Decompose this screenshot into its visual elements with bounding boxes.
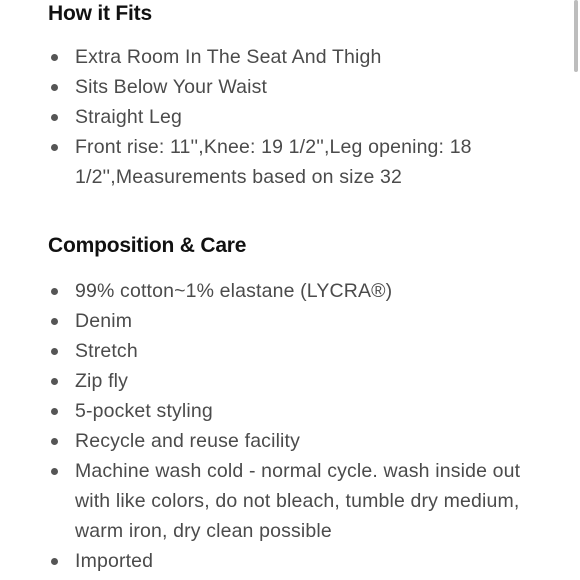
list-item xyxy=(48,72,548,102)
list-item xyxy=(48,42,548,72)
bullet-icon xyxy=(51,144,58,151)
scrollbar-thumb[interactable] xyxy=(574,0,578,72)
composition-care-section xyxy=(48,232,548,576)
list-item-text: Imported xyxy=(75,550,154,572)
list-item-text: Front rise: 11'',Knee: 19 1/2'',Leg opening: 18 1/2'',Measurements based on size 32 xyxy=(75,136,472,188)
bullet-icon xyxy=(51,468,58,475)
list-item-text: Straight Leg xyxy=(75,106,182,128)
list-item xyxy=(48,276,548,306)
list-item xyxy=(48,456,548,546)
bullet-icon xyxy=(51,348,58,355)
bullet-icon xyxy=(51,288,58,295)
list-item xyxy=(48,132,548,192)
list-item xyxy=(48,426,548,456)
list-item xyxy=(48,366,548,396)
list-item-text: Zip fly xyxy=(75,370,129,392)
how-it-fits-title: How it Fits xyxy=(48,2,152,25)
composition-care-list xyxy=(48,276,548,576)
how-it-fits-list xyxy=(48,42,548,192)
bullet-icon xyxy=(51,318,58,325)
list-item xyxy=(48,546,548,576)
bullet-icon xyxy=(51,378,58,385)
list-item xyxy=(48,306,548,336)
bullet-icon xyxy=(51,84,58,91)
list-item-text: Denim xyxy=(75,310,133,332)
bullet-icon xyxy=(51,54,58,61)
list-item-text: 99% cotton~1% elastane (LYCRA®) xyxy=(75,280,393,302)
bullet-icon xyxy=(51,438,58,445)
bullet-icon xyxy=(51,114,58,121)
list-item-text: Recycle and reuse facility xyxy=(75,430,300,452)
list-item xyxy=(48,396,548,426)
list-item-text: 5-pocket styling xyxy=(75,400,213,422)
list-item xyxy=(48,336,548,366)
list-item-text: Stretch xyxy=(75,340,138,362)
bullet-icon xyxy=(51,408,58,415)
list-item-text: Machine wash cold - normal cycle. wash inside out with like colors, do not bleach, tumble dry medium, warm iron, dry clean possible xyxy=(75,460,521,542)
how-it-fits-section xyxy=(48,0,548,192)
composition-care-title: Composition & Care xyxy=(48,234,247,257)
list-item-text: Sits Below Your Waist xyxy=(75,76,268,98)
bullet-icon xyxy=(51,558,58,565)
list-item xyxy=(48,102,548,132)
list-item-text: Extra Room In The Seat And Thigh xyxy=(75,46,382,68)
